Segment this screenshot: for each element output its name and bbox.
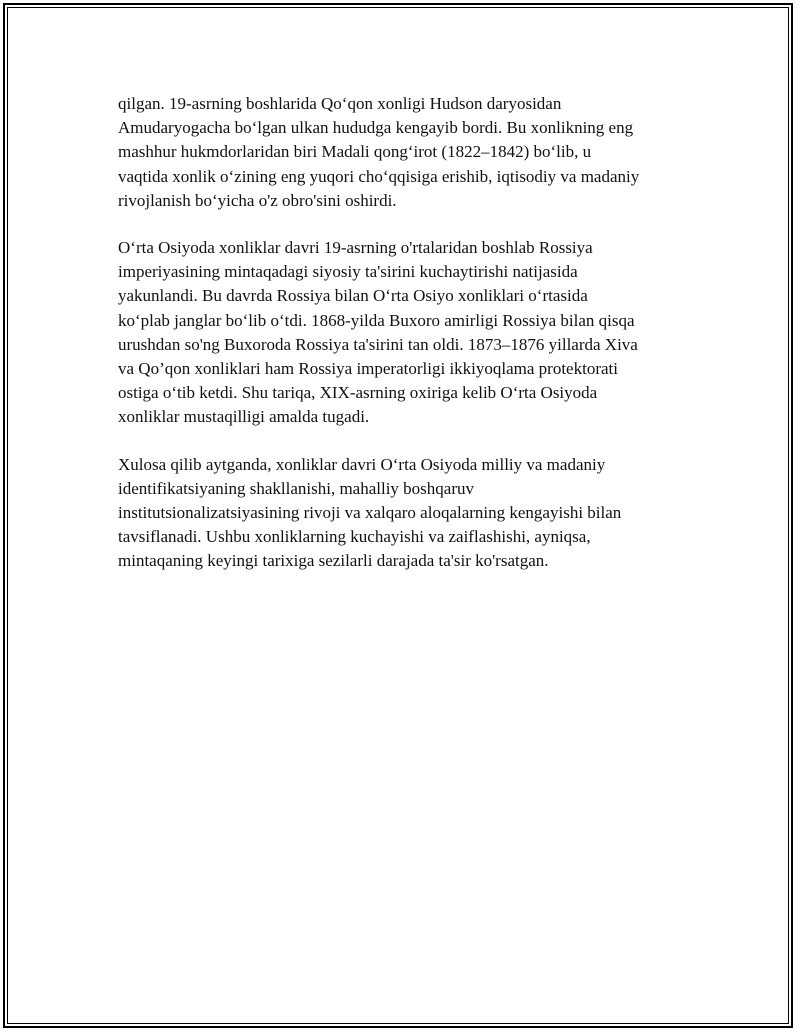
text-line: mintaqaning keyingi tarixiga sezilarli darajada ta'sir ko'rsatgan. — [118, 551, 549, 571]
text-line: ko‘plab janglar bo‘lib o‘tdi. 1868-yilda Buxoro amirligi Rossiya bilan qisqa — [118, 310, 635, 330]
text-line: imperiyasining mintaqadagi siyosiy ta'sirini kuchaytirishi natijasida — [118, 262, 578, 282]
text-line: identifikatsiyaning shakllanishi, mahalliy boshqaruv — [118, 478, 474, 498]
text-line: va Qo’qon xonliklari ham Rossiya imperatorligi ikkiyoqlama protektorati — [118, 359, 618, 379]
text-line: mashhur hukmdorlaridan biri Madali qong‘irot (1822–1842) bo‘lib, u — [118, 142, 592, 162]
paragraph-1 — [118, 92, 698, 213]
text-line: O‘rta Osiyoda xonliklar davri 19-asrning o'rtalaridan boshlab Rossiya — [118, 238, 593, 258]
text-line: rivojlanish bo‘yicha o'z obro'sini oshirdi. — [118, 190, 397, 210]
text-line: urushdan so'ng Buxoroda Rossiya ta'sirini tan oldi. 1873–1876 yillarda Xiva — [118, 334, 638, 354]
text-line: ostiga o‘tib ketdi. Shu tariqa, XIX-asrning oxiriga kelib O‘rta Osiyoda — [118, 383, 598, 403]
paragraph-2 — [118, 236, 698, 430]
document-body — [118, 92, 698, 597]
text-line: Amudaryogacha bo‘lgan ulkan hududga kengayib bordi. Bu xonlikning eng — [118, 118, 634, 138]
text-line: institutsionalizatsiyasining rivoji va xalqaro aloqalarning kengayishi bilan — [118, 503, 622, 523]
text-line: tavsiflanadi. Ushbu xonliklarning kuchayishi va zaiflashishi, ayniqsa, — [118, 527, 591, 547]
text-line: Xulosa qilib aytganda, xonliklar davri O‘rta Osiyoda milliy va madaniy — [118, 454, 606, 474]
text-line: qilgan. 19-asrning boshlarida Qo‘qon xonligi Hudson daryosidan — [118, 94, 562, 113]
paragraph-3 — [118, 453, 698, 574]
text-line: yakunlandi. Bu davrda Rossiya bilan O‘rta Osiyo xonliklari o‘rtasida — [118, 286, 588, 306]
text-line: vaqtida xonlik o‘zining eng yuqori cho‘qqisiga erishib, iqtisodiy va madaniy — [118, 166, 640, 186]
text-line: xonliklar mustaqilligi amalda tugadi. — [118, 407, 370, 427]
